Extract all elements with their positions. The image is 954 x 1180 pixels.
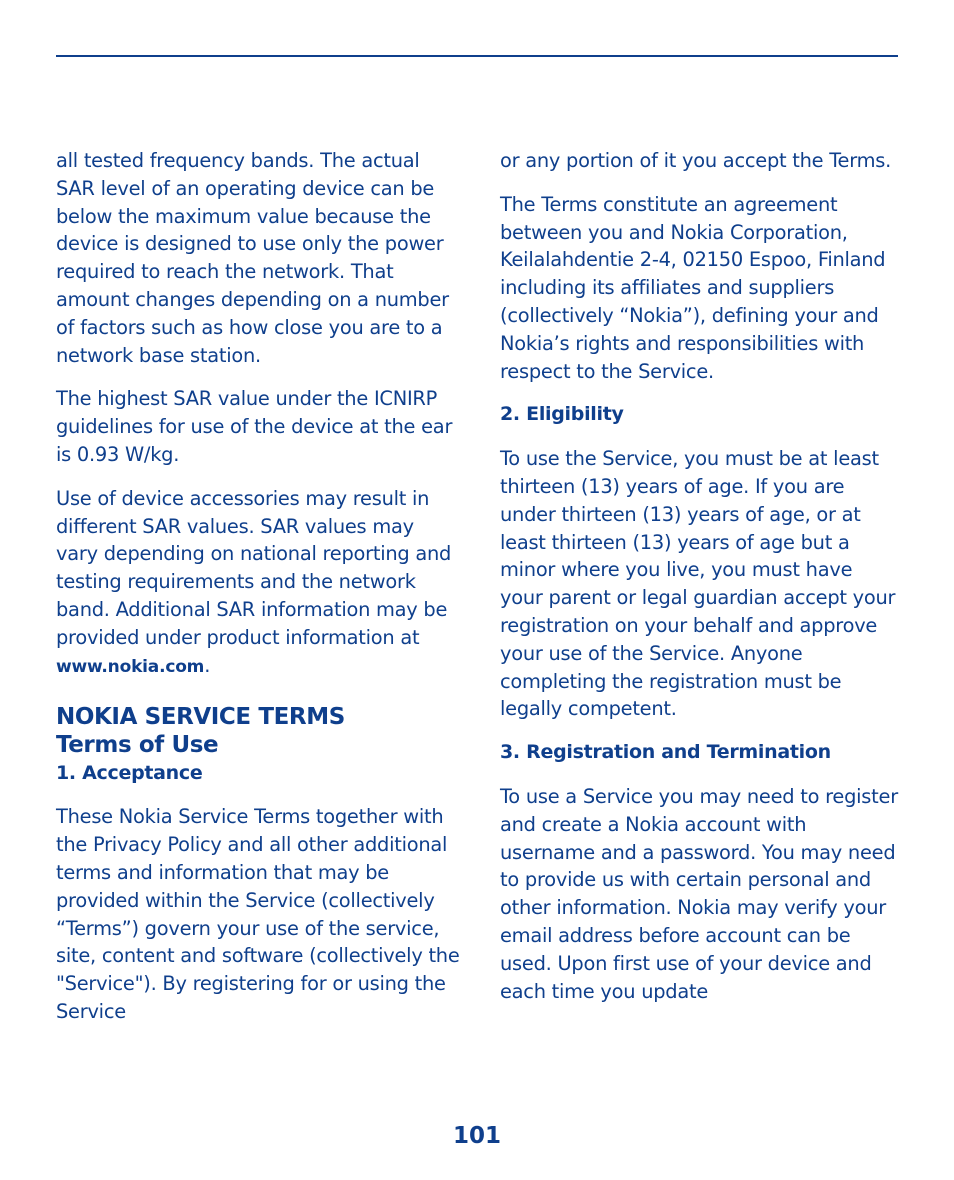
page-number: 101	[452, 1123, 501, 1149]
left-column	[56, 147, 460, 1042]
accessories-text: Use of device accessories may result in different SAR values. SAR values may vary depending on national reporting and testing requirements and the network band. Additional SAR information may be provided under product information at	[56, 486, 452, 649]
right-column	[500, 147, 900, 1021]
nokia-website-link[interactable]: www.nokia.com	[56, 656, 205, 677]
paragraph-sar-level: all tested frequency bands. The actual SAR level of an operating device can be below the maximum value because the device is designed to use only the power required to reach the network. That amount changes depending on a number of factors such as how close you are to a network base station.	[56, 149, 449, 367]
paragraph-highest-sar: The highest SAR value under the ICNIRP guidelines for use of the device at the ear is 0.93 W/kg.	[56, 387, 453, 466]
accessories-end: .	[204, 653, 211, 677]
header-rule	[56, 55, 898, 57]
paragraph-registration: To use a Service you may need to register and create a Nokia account with username and a password. You may need to provide us with certain personal and other information. Nokia may verify your email address before account can be used. Upon first use of your device and each time you update	[500, 784, 898, 1003]
paragraph-accessories	[56, 485, 460, 682]
paragraph-eligibility: To use the Service, you must be at least thirteen (13) years of age. If you are under thirteen (13) years of age, or at least thirteen (13) years of age but a minor where you live, you must have your parent or legal guardian accept your registration on your behalf and approve your use of the Service. Anyone completing the registration must be legally competent.	[500, 447, 896, 721]
heading-nokia-service-terms: NOKIA SERVICE TERMS	[56, 704, 345, 731]
heading-eligibility: 2. Eligibility	[500, 403, 624, 426]
service-terms-heading-block	[56, 703, 460, 787]
paragraph-acceptance: These Nokia Service Terms together with the Privacy Policy and all other additional terms and information that may be provided within the Service (collectively “Terms”) govern your use of the service, site, content and software (collectively the "Service"). By registering for or using the Service	[56, 805, 460, 1023]
paragraph-accept-terms: or any portion of it you accept the Terms.	[500, 149, 892, 172]
paragraph-agreement: The Terms constitute an agreement between you and Nokia Corporation, Keilalahdentie 2-4, 02150 Espoo, Finland including its affiliates and suppliers (collectively “Nokia”), defining your and Nokia’s rights and responsibilities with respect to the Service.	[500, 192, 886, 383]
heading-terms-of-use: Terms of Use	[56, 732, 219, 759]
heading-registration: 3. Registration and Termination	[500, 741, 831, 764]
heading-acceptance: 1. Acceptance	[56, 762, 203, 785]
